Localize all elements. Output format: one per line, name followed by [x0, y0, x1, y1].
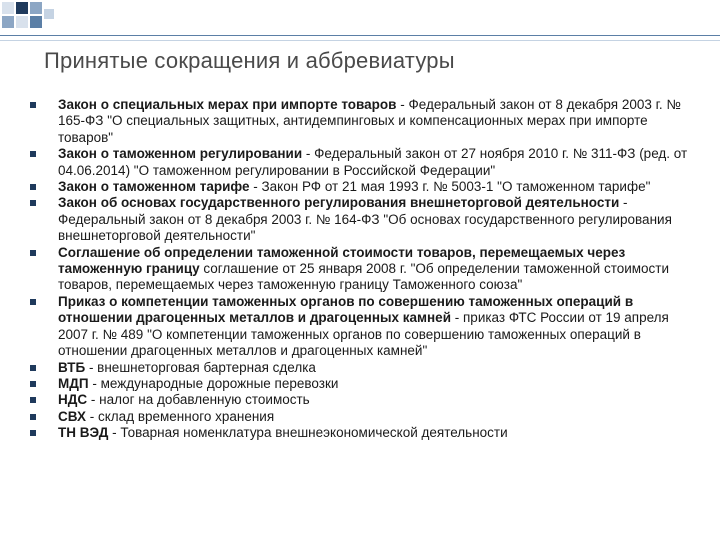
item-text: - Федеральный закон от 27 ноября 2010 г. № 311-ФЗ (ред. от 04.06.2014) "О таможенном регулировании в Российской Федерации": [58, 146, 688, 178]
item-term: МДП: [58, 375, 89, 391]
decor-square: [30, 16, 42, 28]
list-item: [28, 294, 698, 360]
bullet-icon: [30, 151, 36, 157]
item-term: ТН ВЭД: [58, 425, 109, 441]
bullet-icon: [30, 397, 36, 403]
list-item: [28, 195, 698, 244]
item-text: - склад временного хранения: [86, 408, 275, 424]
slide-title: Принятые сокращения и аббревиатуры: [44, 48, 455, 73]
bullet-icon: [30, 381, 36, 387]
item-term: ВТБ: [58, 359, 86, 375]
item-text: - Федеральный закон от 8 декабря 2003 г. № 164-ФЗ "Об основах государственного регулирования внешнеторговой деятельности": [58, 195, 672, 244]
item-term: Приказ о компетенции таможенных органов по совершению таможенных операций в отношении драгоценных металлов и драгоценных камней: [58, 293, 634, 326]
decor-square: [30, 2, 42, 14]
list-item: [28, 360, 698, 376]
list-item: [28, 97, 698, 146]
item-text: - Товарная номенклатура внешнеэкономической деятельности: [108, 425, 508, 441]
item-term: Закон о таможенном регулировании: [58, 146, 303, 162]
decor-line: [0, 40, 720, 41]
item-text: - Закон РФ от 21 мая 1993 г. № 5003-1 "О таможенном тарифе": [249, 179, 651, 195]
list-item: [28, 376, 698, 392]
item-term: Закон об основах государственного регулирования внешнеторговой деятельности: [58, 195, 620, 211]
bullet-icon: [30, 430, 36, 436]
decor-square: [2, 2, 14, 14]
list-item: [28, 146, 698, 179]
decor-square: [44, 9, 54, 19]
header-decoration: [0, 0, 720, 48]
decor-square: [16, 2, 28, 14]
list-item: [28, 392, 698, 408]
decor-line: [0, 35, 720, 36]
item-term: Соглашение об определении таможенной стоимости товаров, перемещаемых через таможенную границу: [58, 244, 626, 277]
decor-square: [16, 16, 28, 28]
list-item: [28, 425, 698, 441]
list-item: [28, 179, 698, 195]
bullet-icon: [30, 200, 36, 206]
bullet-icon: [30, 102, 36, 108]
item-text: соглашение от 25 января 2008 г. "Об определении таможенной стоимости товаров, перемещаемых через таможенную границу Таможенного союза": [58, 261, 670, 293]
item-term: Закон о таможенном тарифе: [58, 179, 250, 195]
item-term: НДС: [58, 392, 88, 408]
bullet-icon: [30, 414, 36, 420]
bullet-icon: [30, 250, 36, 256]
item-text: - налог на добавленную стоимость: [87, 392, 310, 408]
item-term: Закон о специальных мерах при импорте товаров: [58, 97, 397, 112]
item-text: - Федеральный закон от 8 декабря 2003 г. № 165-ФЗ "О специальных защитных, антидемпинговых и компенсационных мерах при импорте товаров": [58, 97, 681, 145]
bullet-icon: [30, 365, 36, 371]
item-text: - приказ ФТС России от 19 апреля 2007 г. № 489 "О компетенции таможенных органов по совершению таможенных операций в отношении драгоценных металлов и драгоценных камней": [58, 310, 669, 359]
item-text: - международные дорожные перевозки: [88, 375, 339, 391]
bullet-icon: [30, 299, 36, 305]
item-term: СВХ: [58, 408, 86, 424]
list-item: [28, 409, 698, 425]
list-item: [28, 245, 698, 294]
decor-square: [2, 16, 14, 28]
bullet-icon: [30, 184, 36, 190]
item-text: - внешнеторговая бартерная сделка: [85, 359, 316, 375]
abbreviation-list: [28, 97, 698, 442]
